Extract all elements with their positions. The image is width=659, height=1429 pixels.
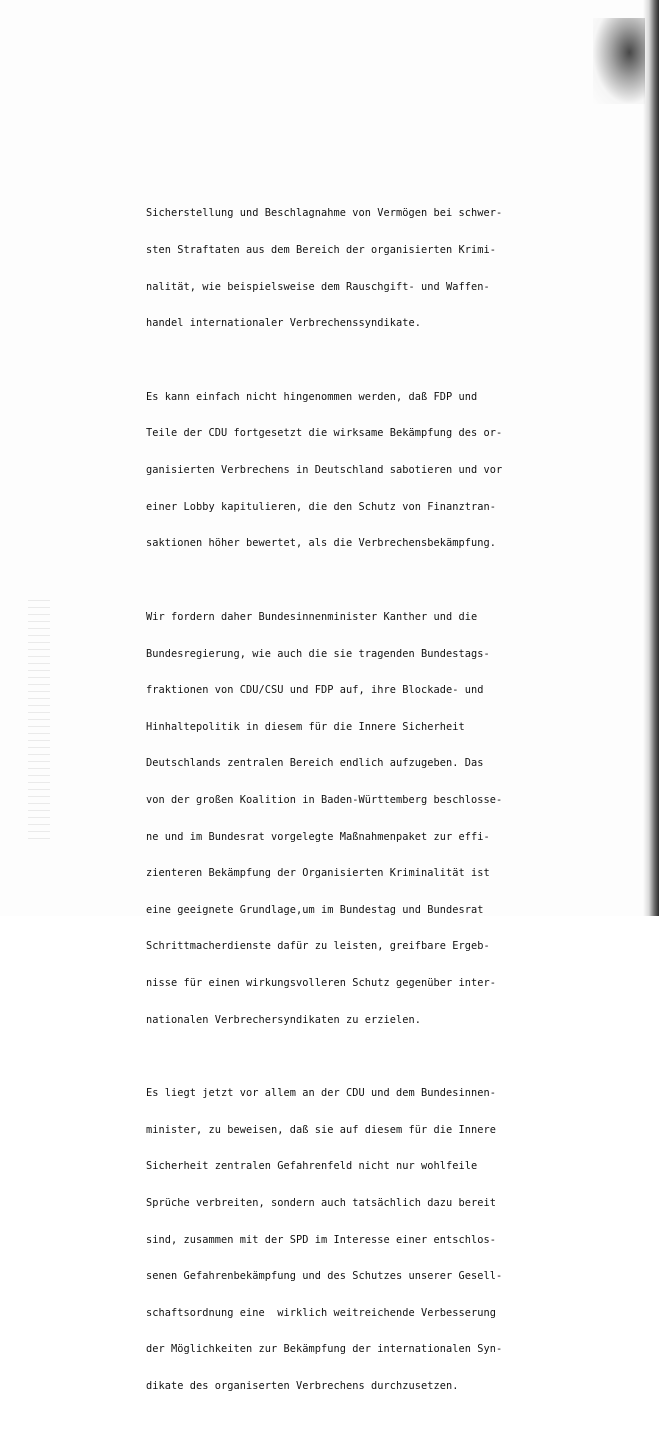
scan-edge	[649, 0, 659, 916]
paragraph-1	[146, 183, 546, 354]
text-line: sten Straftaten aus dem Bereich der organisierten Krimi-	[146, 244, 496, 257]
scan-smudge	[593, 18, 645, 104]
document-body	[146, 183, 546, 1429]
text-line: ne und im Bundesrat vorgelegte Maßnahmenpaket zur effi-	[146, 830, 490, 843]
text-line: Wir fordern daher Bundesinnenminister Kanther und die	[146, 610, 478, 623]
text-line: zienteren Bekämpfung der Organisierten Kriminalität ist	[146, 867, 490, 880]
text-line: schaftsordnung eine wirklich weitreichende Verbesserung	[146, 1306, 496, 1319]
scan-noise	[28, 600, 50, 840]
text-line: Schrittmacherdienste dafür zu leisten, greifbare Ergeb-	[146, 940, 490, 953]
text-line: eine geeignete Grundlage,um im Bundestag und Bundesrat	[146, 903, 484, 916]
text-line: handel internationaler Verbrechenssyndikate.	[146, 317, 421, 330]
text-line: minister, zu beweisen, daß sie auf diesem für die Innere	[146, 1123, 496, 1136]
text-line: der Möglichkeiten zur Bekämpfung der internationalen Syn-	[146, 1343, 503, 1356]
text-line: Sicherstellung und Beschlagnahme von Vermögen bei schwer-	[146, 207, 503, 220]
text-line: Hinhaltepolitik in diesem für die Innere Sicherheit	[146, 720, 465, 733]
text-line: dikate des organiserten Verbrechens durchzusetzen.	[146, 1380, 459, 1393]
paragraph-4	[146, 1063, 546, 1417]
text-line: nationalen Verbrechersyndikaten zu erzielen.	[146, 1013, 421, 1026]
text-line: Sicherheit zentralen Gefahrenfeld nicht nur wohlfeile	[146, 1160, 478, 1173]
text-line: saktionen höher bewertet, als die Verbrechensbekämpfung.	[146, 537, 496, 550]
text-line: Sprüche verbreiten, sondern auch tatsächlich dazu bereit	[146, 1197, 496, 1210]
text-line: Teile der CDU fortgesetzt die wirksame Bekämpfung des or-	[146, 427, 503, 440]
paragraph-2	[146, 366, 546, 573]
text-line: nalität, wie beispielsweise dem Rauschgift- und Waffen-	[146, 280, 490, 293]
text-line: fraktionen von CDU/CSU und FDP auf, ihre Blockade- und	[146, 684, 484, 697]
text-line: von der großen Koalition in Baden-Württemberg beschlosse-	[146, 793, 503, 806]
text-line: Bundesregierung, wie auch die sie tragenden Bundestags-	[146, 647, 490, 660]
text-line: ganisierten Verbrechens in Deutschland sabotieren und vor	[146, 464, 503, 477]
text-line: senen Gefahrenbekämpfung und des Schutzes unserer Gesell-	[146, 1270, 503, 1283]
text-line: einer Lobby kapitulieren, die den Schutz von Finanztran-	[146, 500, 496, 513]
paragraph-3	[146, 586, 546, 1050]
text-line: Deutschlands zentralen Bereich endlich aufzugeben. Das	[146, 757, 484, 770]
text-line: sind, zusammen mit der SPD im Interesse einer entschlos-	[146, 1233, 496, 1246]
text-line: nisse für einen wirkungsvolleren Schutz gegenüber inter-	[146, 976, 496, 989]
text-line: Es kann einfach nicht hingenommen werden, daß FDP und	[146, 390, 478, 403]
text-line: Es liegt jetzt vor allem an der CDU und dem Bundesinnen-	[146, 1087, 496, 1100]
